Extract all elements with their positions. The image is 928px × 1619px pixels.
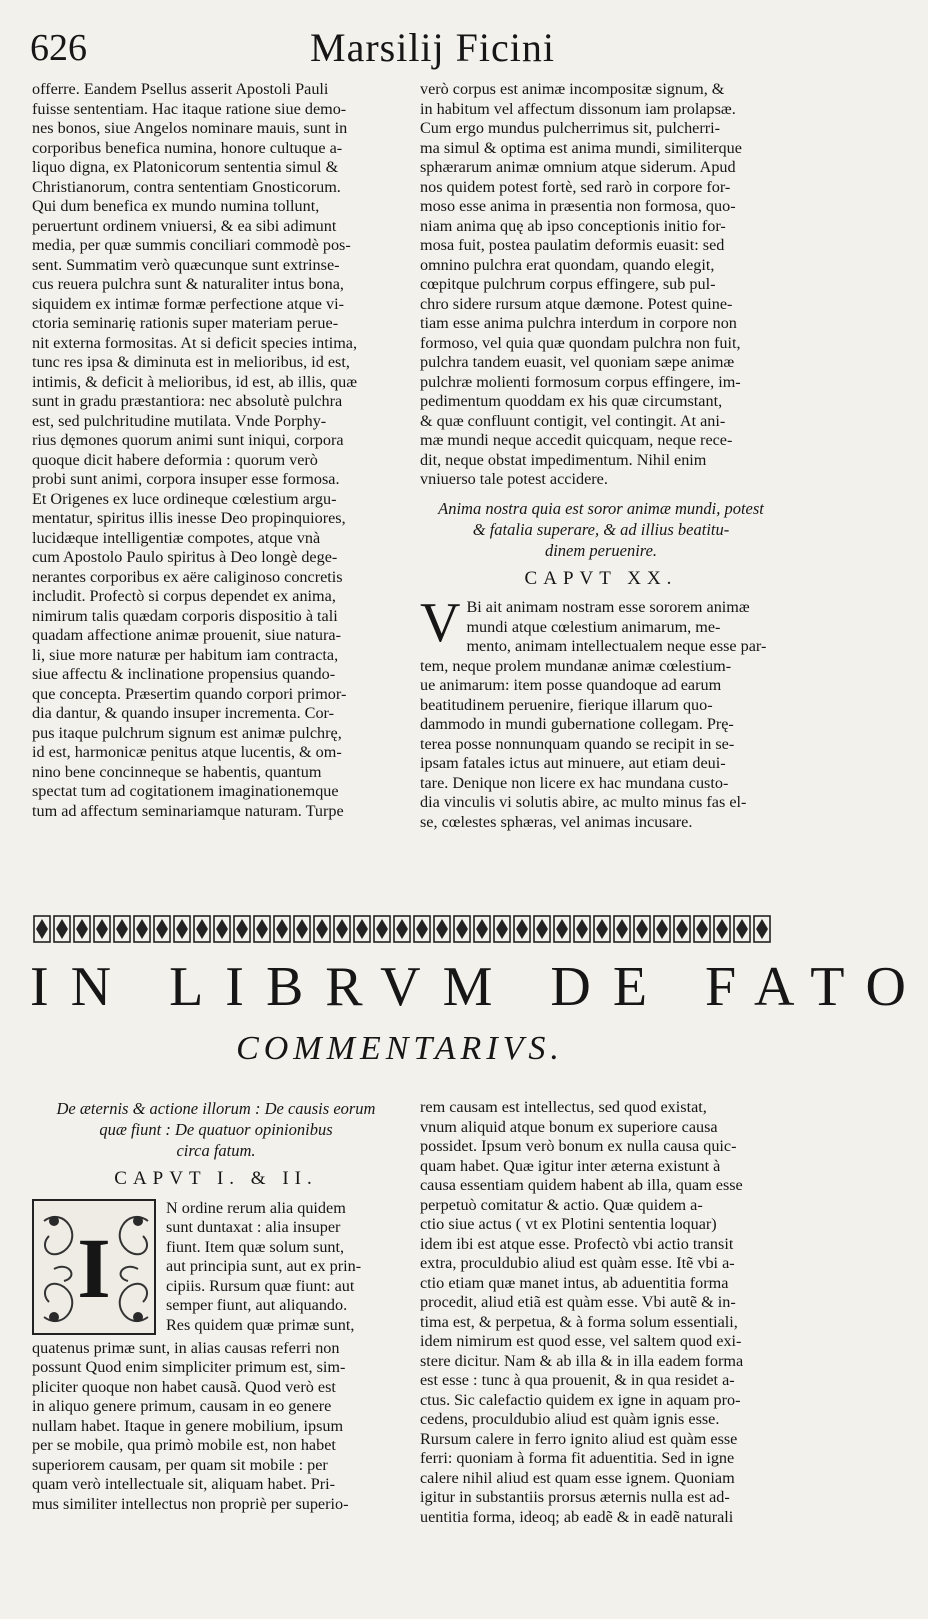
text-line: mæ mundi neque accedit quicquam, neque rece-	[420, 431, 733, 449]
book-subtitle: COMMENTARIVS.	[236, 1030, 564, 1067]
text-line: probi sunt animi, corpora insuper esse formosa.	[32, 470, 340, 488]
text-line: nos quidem potest fortè, sed rarò in corpore for-	[420, 177, 731, 196]
text-line: sphærarum animæ omnium atque siderum. Apud	[420, 158, 736, 176]
text-line: cœpitque pulchrum corpus effingere, sub pul-	[420, 275, 716, 293]
text-line: id est, harmonicæ penitus atque lucentis, & om-	[32, 743, 342, 761]
text-line: nit externa formositas. At si deficit species intima,	[32, 333, 358, 352]
text-line: extra, proculdubio aliud est quàm esse. Itẽ vbi a-	[420, 1254, 735, 1272]
ornament-motif	[474, 916, 490, 942]
book-title: IN LIBRVM DE FATO	[30, 956, 928, 1018]
text-line: pulchra tandem euasit, vel quoniam sæpe animæ	[420, 353, 735, 371]
text-line: nullam habet. Itaque in genere mobilium, ipsum	[32, 1416, 344, 1435]
ornament-motif	[494, 916, 510, 942]
chapter-20-initial: V	[420, 592, 461, 654]
ornament-motif	[414, 916, 430, 942]
ornament-svg	[30, 912, 770, 946]
text-line: que concepta. Præsertim quando corpori primor-	[32, 684, 347, 703]
text-line: dia vinculis vi solutis abire, ac multo minus fas el-	[420, 793, 747, 811]
text-line: rem causam est intellectus, sed quod existat,	[420, 1098, 707, 1116]
chapter-1-summary	[32, 1098, 400, 1161]
ornament-motif	[214, 916, 230, 942]
ornament-motif	[54, 916, 70, 942]
ornament-motif	[34, 916, 50, 942]
ornament-motif	[74, 916, 90, 942]
text-line: cipiis. Rursum quæ fiunt: aut	[166, 1276, 355, 1295]
text-line: cum Apostolo Paulo spiritus à Deo longè dege-	[32, 548, 338, 566]
chapter-20-summary	[420, 498, 782, 561]
text-line: sent. Summatim verò quæcunque sunt extrinse-	[32, 255, 340, 274]
ornament-motif	[374, 916, 390, 942]
ornament-motif	[94, 916, 110, 942]
text-line: Christianorum, contra sententiam Gnosticorum.	[32, 177, 341, 196]
text-line: semper fiunt, aut aliquando.	[166, 1296, 348, 1314]
ornament-motif	[554, 916, 570, 942]
text-line: fuisse sententiam. Hac itaque ratione siue demo-	[32, 99, 347, 118]
page-number: 626	[30, 27, 87, 69]
text-line: Et Origenes ex luce ordineque cœlestium argu-	[32, 489, 337, 508]
ornament-motif	[574, 916, 590, 942]
text-line: nerantes corporibus ex aëre caliginoso concretis	[32, 567, 343, 586]
ornament-motif	[254, 916, 270, 942]
text-line: tum ad affectum seminariamque naturam. Turpe	[32, 801, 344, 820]
text-line: ctoria seminarię rationis super materiam perue-	[32, 314, 339, 332]
text-line: beatitudinem peruenire, fierique illarum quo-	[420, 695, 713, 714]
ornament-motif	[154, 916, 170, 942]
text-line: dammodo in mundi gubernatione collegam. Prę-	[420, 715, 734, 733]
ornament-motif	[674, 916, 690, 942]
chapter-20-text	[420, 592, 782, 832]
text-line: igitur in substantiis prorsus æternis nulla est ad-	[420, 1488, 730, 1506]
text-line: sunt in gradu præstantiora: nec absolutè pulchra	[32, 392, 343, 410]
text-line: ctio etiam quæ manet intus, ab aduentitia forma	[420, 1273, 729, 1292]
text-line: possunt Quod enim simpliciter primum est, sim-	[32, 1358, 346, 1376]
chapter-20-lines	[420, 592, 782, 832]
text-line: pedimentum quoddam ex his quæ circumstant,	[420, 392, 723, 410]
text-line: quam habet. Quæ igitur inter æterna existunt à	[420, 1156, 721, 1175]
top-left-column	[32, 80, 400, 821]
text-line: ferri: quoniam à forma fit aduentitia. Sed in igne	[420, 1449, 735, 1467]
text-line: mento, animam intellectualem neque esse par-	[466, 637, 767, 655]
text-line: possidet. Ipsum verò bonum ex nulla causa quic-	[420, 1137, 737, 1155]
text-line: liquo digna, ex Platonicorum sententia simul &	[32, 158, 339, 176]
text-line: est, sed pulchritudine mutilata. Vnde Porphy-	[32, 411, 327, 430]
ornament-motif	[314, 916, 330, 942]
text-line: ipsam fatales ictus aut minuere, aut etiam deui-	[420, 754, 726, 772]
page-header	[30, 22, 770, 72]
text-line: est esse : tunc à qua prouenit, & in qua residet a-	[420, 1371, 735, 1389]
text-line: & quæ confluunt contigit, vel contingit. At ani-	[420, 411, 726, 430]
ornament-motif	[274, 916, 290, 942]
text-line: pus itaque pulchrum signum est animæ pulchrę,	[32, 723, 342, 742]
running-title: Marsilij Ficini	[310, 25, 555, 70]
text-line: quam verò intellectuale sit, aliquam habet. Pri-	[32, 1475, 335, 1493]
text-line: tima est, & perpetua, & à forma solum essentiali,	[420, 1312, 738, 1331]
text-line: nes bonos, siue Angelos nominare mauis, sunt in	[32, 119, 348, 137]
text-line: media, per quæ summis conciliari commodè pos-	[32, 236, 351, 254]
ornament-motif	[514, 916, 530, 942]
top-right-text	[420, 80, 782, 490]
text-line: fiunt. Item quæ solum sunt,	[166, 1237, 345, 1256]
ornament-motif	[174, 916, 190, 942]
text-line: idem nimirum est quod esse, vel saltem quod exi-	[420, 1332, 742, 1350]
summary-line: circa fatum.	[176, 1141, 256, 1160]
chapter-1-heading: CAPVT I. & II.	[114, 1168, 318, 1189]
text-line: calere nihil aliud est quam esse ignem. Quoniam	[420, 1468, 735, 1487]
ornament-motif	[754, 916, 770, 942]
ornament-motif	[194, 916, 210, 942]
text-line: mus similiter intellectus non propriè per superio-	[32, 1494, 349, 1513]
text-line: corporibus benefica numina, honore cultuque a-	[32, 138, 343, 157]
ornament-motif	[594, 916, 610, 942]
text-line: includit. Profectò si corpus dependet ex anima,	[32, 587, 336, 605]
text-line: lucidæque intelligentiæ compotes, atque vnà	[32, 528, 321, 547]
text-line: se, cœlestes sphæras, vel animas incusare.	[420, 812, 693, 831]
summary-line: dinem peruenire.	[544, 540, 658, 560]
text-line: cedens, proculdubio aliud est quàm ignis esse.	[420, 1410, 720, 1428]
text-line: uentitia forma, ideoq; ab eadẽ & in eadẽ naturali	[420, 1507, 734, 1526]
text-line: tunc res ipsa & diminuta est in melioribus, id est,	[32, 353, 350, 371]
text-line: tem, neque prolem mundanæ animæ cœlestium-	[420, 656, 732, 675]
text-line: ma simul & optima est anima mundi, similiterque	[420, 138, 742, 157]
text-line: stere dicitur. Nam & ab illa & in illa eadem forma	[420, 1351, 744, 1370]
text-line: terea posse nonnunquam quando se recipit in se-	[420, 734, 735, 753]
text-line: mundi atque cœlestium animarum, me-	[466, 617, 721, 636]
text-line: Qui dum benefica ex mundo numina tollunt,	[32, 197, 320, 215]
text-line: rius dęmones quorum animi sunt iniqui, corpora	[32, 431, 344, 449]
chapter-20-heading: CAPVT XX.	[524, 567, 678, 589]
text-line: chro sidere rursum atque dæmone. Potest quine-	[420, 294, 733, 313]
summary-line: Anima nostra quia est soror animæ mundi, potest	[438, 498, 764, 518]
text-line: in habitum vel affectum dissonum iam prolapsæ.	[420, 99, 736, 118]
text-line: ctio siue actus ( vt ex Plotini sententia loquar)	[420, 1215, 717, 1233]
text-line: mentatur, spiritus illis inesse Deo propinquiores,	[32, 509, 346, 527]
chapter-1-opening	[32, 1199, 400, 1336]
ornament-motif	[394, 916, 410, 942]
text-line: tiam esse anima pulchra interdum in corpore non	[420, 314, 737, 332]
text-line: pulchræ molienti formosum corpus effingere, im-	[420, 372, 741, 391]
ornament-motif	[114, 916, 130, 942]
text-line: nino bene concinneque se habentis, quantum	[32, 762, 322, 781]
ornament-motif	[454, 916, 470, 942]
ornament-motif	[694, 916, 710, 942]
text-line: quatenus primæ sunt, in alias causas referri non	[32, 1338, 340, 1357]
ornament-motif	[334, 916, 350, 942]
text-line: procedit, aliud etiã est quàm esse. Vbi autẽ & in-	[420, 1293, 736, 1311]
text-line: idem ibi est atque esse. Profectò vbi actio transit	[420, 1234, 734, 1253]
text-line: offerre. Eandem Psellus asserit Apostoli Pauli	[32, 80, 329, 98]
decorated-initial	[32, 1199, 156, 1335]
ornament-motif	[354, 916, 370, 942]
summary-line: & fatalia superare, & ad illius beatitu-	[472, 519, 730, 539]
text-line: vnum aliquid atque bonum ex superiore causa	[420, 1117, 718, 1136]
ornament-motif	[714, 916, 730, 942]
text-line: cus reuera pulchra sunt & naturaliter intus bona,	[32, 275, 344, 293]
text-line: Cum ergo mundus pulcherrimus sit, pulcherri-	[420, 119, 721, 137]
initial-letter: I	[77, 1219, 111, 1316]
ornament-motif	[634, 916, 650, 942]
text-line: in aliquo genere primum, causam in eo genere	[32, 1397, 332, 1415]
ornament-motif	[534, 916, 550, 942]
text-line: moso esse anima in præsentia non formosa, quo-	[420, 197, 736, 215]
text-line: quadam affectione animæ prouenit, siue natura-	[32, 626, 341, 644]
text-line: dit, neque obstat impedimentum. Nihil enim	[420, 450, 707, 469]
ornament-motif	[614, 916, 630, 942]
top-right-column	[420, 80, 782, 832]
summary-line: De æternis & actione illorum : De causis eorum	[56, 1099, 376, 1118]
text-line: niam anima quę ab ipso conceptionis initio for-	[420, 216, 726, 235]
text-line: ue animarum: item posse quandoque ad earum	[420, 676, 722, 694]
text-line: sunt duntaxat : alia insuper	[166, 1218, 341, 1236]
ornament-motif	[134, 916, 150, 942]
text-line: per se mobile, qua primò mobile est, non habet	[32, 1436, 336, 1454]
text-line: omnino pulchra erat quondam, quando elegit,	[420, 255, 715, 274]
ornament-motif	[294, 916, 310, 942]
text-line: perpetuò comitatur & actio. Quæ quidem a-	[420, 1195, 703, 1214]
text-line: Rursum calere in ferro ignito aliud est quàm esse	[420, 1429, 738, 1448]
text-line: pliciter quoque non habet causã. Quod verò est	[32, 1377, 336, 1396]
text-line: dia dantur, & quando insuper incrementa. Cor-	[32, 704, 335, 722]
text-line: superiorem causam, per quam sit mobile : per	[32, 1455, 328, 1474]
text-line: ctus. Sic calefactio quidem ex igne in aquam pro-	[420, 1390, 741, 1409]
text-line: verò corpus est animæ incompositæ signum, &	[420, 80, 725, 98]
ornament-motif	[734, 916, 750, 942]
text-line: siquidem ex intimæ formæ perfectione atque vi-	[32, 294, 344, 313]
ornament-motif	[654, 916, 670, 942]
text-line: siue affectu & inclinatione propensius quando-	[32, 665, 336, 683]
text-line: nimirum talis quædam corporis dispositio à tali	[32, 606, 338, 625]
bottom-right-column	[420, 1098, 782, 1527]
ornamental-band	[30, 912, 770, 946]
text-line: spectat tum ad cogitationem imaginationemque	[32, 782, 339, 800]
ornament-motif	[234, 916, 250, 942]
chapter-1-lines	[32, 1339, 400, 1515]
summary-line: quæ fiunt : De quatuor opinionibus	[99, 1120, 333, 1139]
text-line: intimis, & deficit à melioribus, id est, ab illis, quæ	[32, 372, 358, 391]
text-line: quoque dicit habere deformia : quorum verò	[32, 450, 318, 469]
text-line: aut principia sunt, aut ex prin-	[166, 1257, 362, 1275]
text-line: Res quidem quæ primæ sunt,	[166, 1315, 355, 1334]
ornament-motif	[434, 916, 450, 942]
text-line: N ordine rerum alia quidem	[166, 1198, 346, 1217]
bottom-left-column	[32, 1098, 400, 1514]
text-line: peruertunt ordinem vniuersi, & ea sibi adimunt	[32, 216, 337, 235]
text-line: li, siue more naturæ per habitum iam contracta,	[32, 645, 339, 664]
text-line: Bi ait animam nostram esse sororem animæ	[466, 598, 750, 616]
text-line: vniuerso tale potest accidere.	[420, 470, 608, 488]
text-line: mosa fuit, postea paulatim deformis euasit: sed	[420, 236, 725, 254]
text-line: tare. Denique non licere ex hac mundana custo-	[420, 773, 729, 792]
text-line: formoso, vel quia quæ quondam pulchra non fuit,	[420, 333, 741, 352]
text-line: causa essentiam quidem habent ab illa, quam esse	[420, 1176, 743, 1194]
